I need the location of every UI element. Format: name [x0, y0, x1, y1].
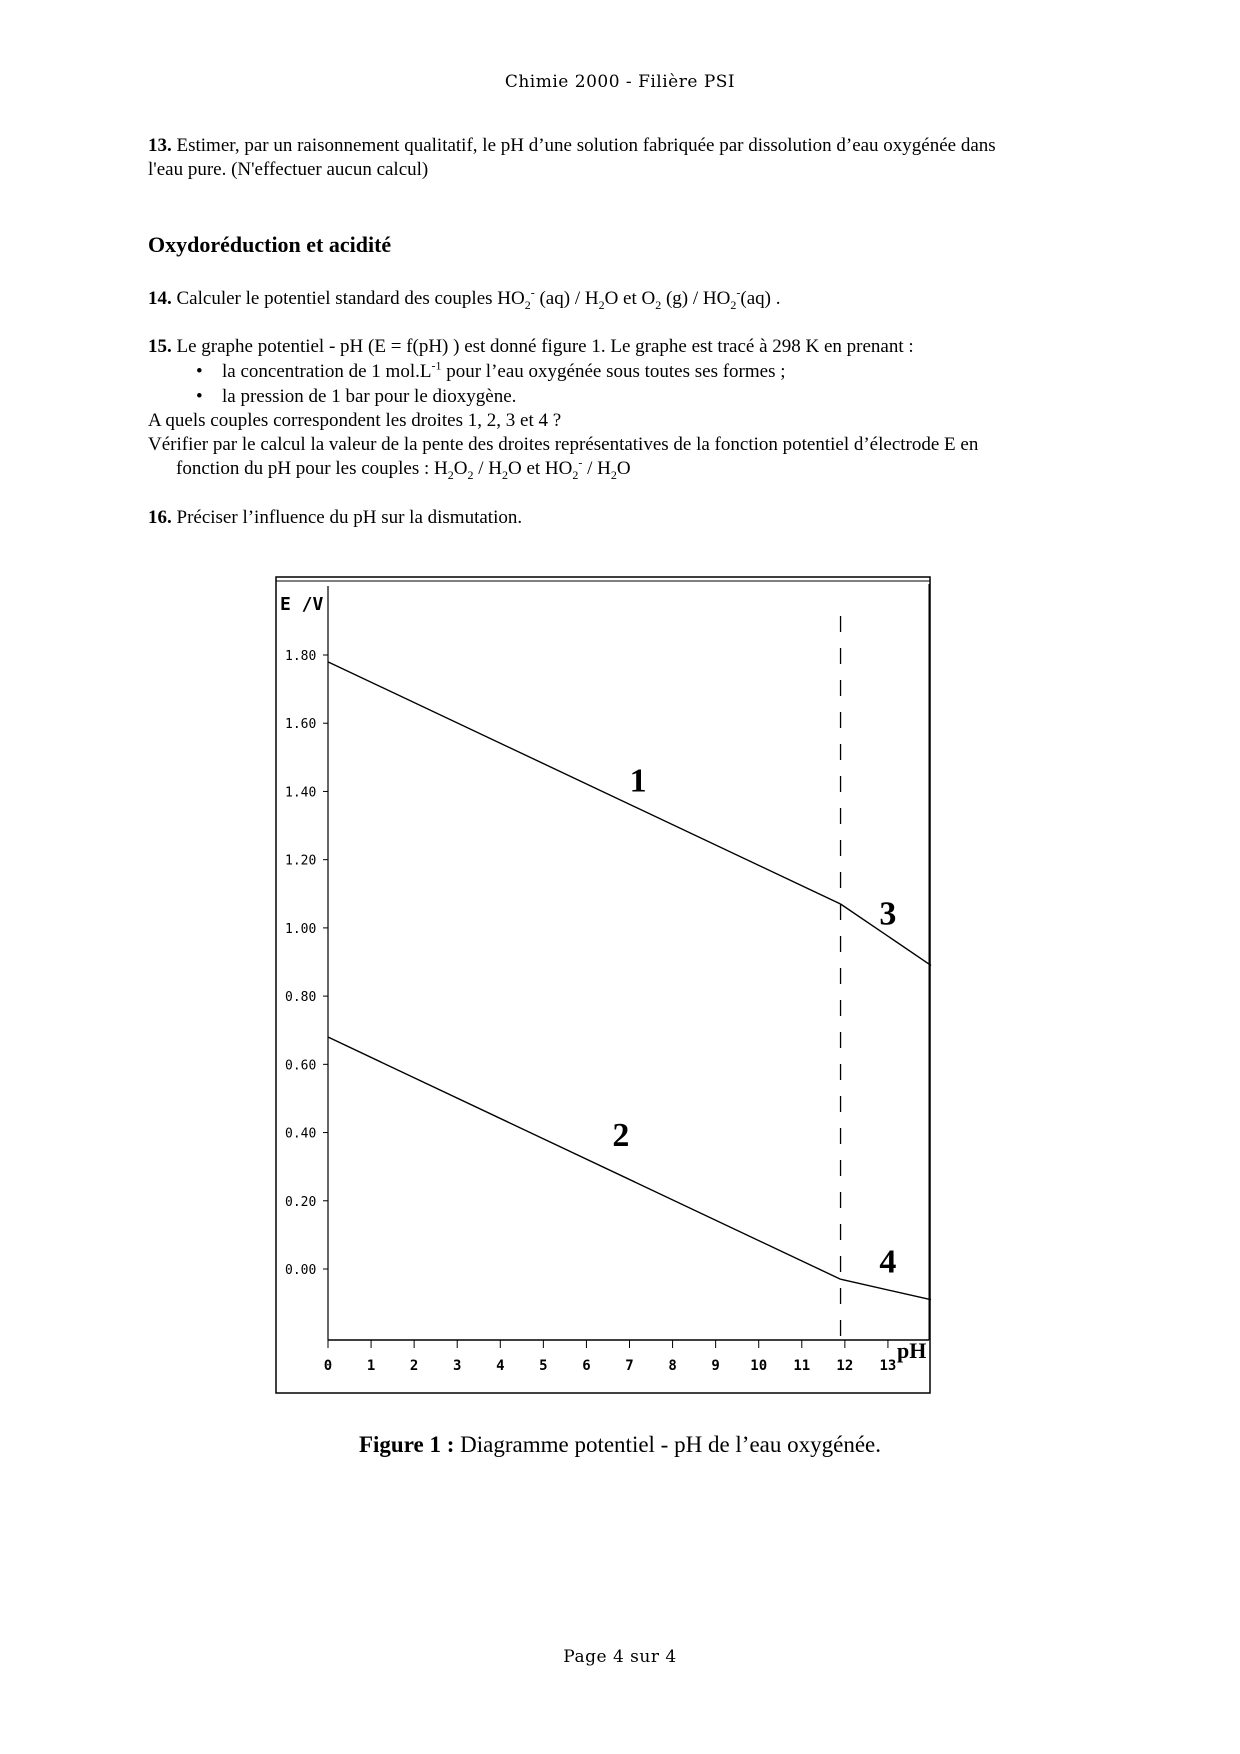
y-axis-label: E /V	[280, 594, 324, 615]
line-label-3: 3	[879, 895, 897, 933]
q15-verify2-f: O	[616, 458, 631, 479]
y-tick-label: 0.80	[285, 990, 317, 1006]
q14-sub: 2	[655, 297, 662, 312]
y-tick-label: 0.00	[285, 1263, 317, 1278]
potential-ph-chart	[275, 576, 937, 1394]
q15-text-line1: Le graphe potentiel - pH (E = f(pH) ) est donné figure 1. Le graphe est tracé à 298 K en prenant :	[176, 336, 914, 357]
x-tick-label: 5	[539, 1358, 548, 1374]
y-tick-label: 1.80	[285, 649, 317, 664]
q14-sub: 2	[524, 297, 531, 312]
y-tick-label: 1.60	[285, 717, 317, 733]
q15-verify-text: Vérifier par le calcul la valeur de la pente des droites représentatives de la fonction potentiel d’électrode E en	[148, 434, 979, 455]
x-tick-label: 7	[625, 1358, 634, 1374]
caption-text: Diagramme potentiel - pH de l’eau oxygénée.	[454, 1432, 882, 1457]
question-16	[148, 506, 1096, 530]
caption-label: Figure 1 :	[358, 1432, 455, 1457]
question-15-number: 15.	[148, 336, 172, 357]
q14-text-a: Calculer le potentiel standard des couples HO	[176, 288, 525, 309]
question-14	[148, 287, 1096, 311]
q16-text: Préciser l’influence du pH sur la dismutation.	[176, 507, 523, 528]
q14-sup: -	[530, 285, 535, 300]
y-tick-label: 0.20	[285, 1194, 317, 1210]
x-tick-label: 10	[750, 1358, 768, 1374]
question-13-text-line2: l'eau pure. (N'effectuer aucun calcul)	[148, 159, 429, 180]
x-tick-label: 11	[793, 1358, 811, 1374]
q14-sub: 2	[730, 297, 737, 312]
q15-verify2-d: O et HO	[508, 458, 573, 479]
q15-bullet1-b: pour l’eau oxygénée sous toutes ses formes ;	[441, 361, 786, 382]
q15-sup: -	[578, 455, 583, 470]
line-label-1: 1	[629, 762, 647, 800]
section-title: Oxydoréduction et acidité	[148, 232, 392, 257]
y-tick-label: 1.40	[285, 785, 317, 801]
figure-caption	[0, 1432, 1240, 1458]
y-tick-label: 0.60	[285, 1058, 317, 1074]
x-tick-label: 6	[582, 1358, 591, 1374]
x-tick-label: 1	[366, 1358, 376, 1374]
q14-sup: -	[736, 285, 741, 300]
page-header: Chimie 2000 - Filière PSI	[504, 72, 736, 92]
q14-text-d: (g) / HO	[661, 288, 731, 309]
q15-verify-line2	[148, 455, 631, 482]
x-tick-label: 4	[496, 1358, 505, 1374]
figure-frame	[276, 577, 930, 1393]
q15-bullet-1	[196, 358, 786, 384]
x-tick-label: 13	[879, 1358, 897, 1374]
x-tick-label: 12	[836, 1358, 854, 1374]
q15-sub: 2	[467, 467, 474, 482]
q14-text-c: O et O	[604, 288, 656, 309]
q15-bullet1-sup: -1	[431, 358, 442, 373]
q15-verify2-a: fonction du pH pour les couples : H	[176, 458, 448, 479]
y-tick-label: 1.20	[285, 853, 317, 869]
x-tick-label: 0	[323, 1358, 333, 1374]
line-label-4: 4	[879, 1243, 897, 1281]
bullet-icon: •	[196, 386, 203, 407]
q15-sub: 2	[502, 467, 508, 482]
series-line-4	[841, 1279, 931, 1299]
x-tick-label: 3	[452, 1358, 462, 1374]
page-footer: Page 4 sur 4	[563, 1647, 677, 1667]
q15-sub: 2	[572, 467, 579, 482]
bullet-icon: •	[196, 361, 203, 382]
q14-sub: 2	[598, 297, 605, 312]
y-tick-label: 1.00	[285, 921, 317, 937]
q15-sub: 2	[610, 467, 617, 482]
q15-bullet1-a: la concentration de 1 mol.L	[222, 361, 432, 382]
question-13-text-line1: Estimer, par un raisonnement qualitatif, le pH d’une solution fabriquée par dissolution d’eau oxygénée dans	[176, 135, 996, 156]
question-13-number: 13.	[148, 135, 172, 156]
question-14-number: 14.	[148, 288, 172, 309]
q15-verify2-c: / H	[473, 458, 502, 479]
figure-1	[275, 576, 937, 1394]
question-13	[148, 134, 1096, 182]
q15-bullet2: la pression de 1 bar pour le dioxygène.	[222, 386, 517, 407]
x-tick-label: 2	[409, 1358, 419, 1374]
question-16-number: 16.	[148, 507, 172, 528]
q14-text-b: (aq) / H	[534, 288, 599, 309]
series-line-1	[328, 662, 841, 904]
x-axis-label: pH	[897, 1338, 927, 1363]
question-15-line1	[148, 335, 1096, 359]
q15-couples-line: A quels couples correspondent les droites 1, 2, 3 et 4 ?	[148, 410, 562, 431]
q15-verify2-e: / H	[582, 458, 611, 479]
q15-bullet-2	[196, 385, 517, 409]
q15-verify-line	[148, 433, 1096, 481]
x-tick-label: 9	[711, 1358, 720, 1374]
line-label-2: 2	[612, 1117, 630, 1155]
q14-text-e: (aq) .	[740, 288, 781, 309]
q15-verify2-b: O	[453, 458, 468, 479]
series-line-2	[328, 1037, 841, 1279]
y-tick-label: 0.40	[285, 1126, 317, 1142]
q15-sub: 2	[447, 467, 454, 482]
x-tick-label: 8	[668, 1358, 677, 1374]
